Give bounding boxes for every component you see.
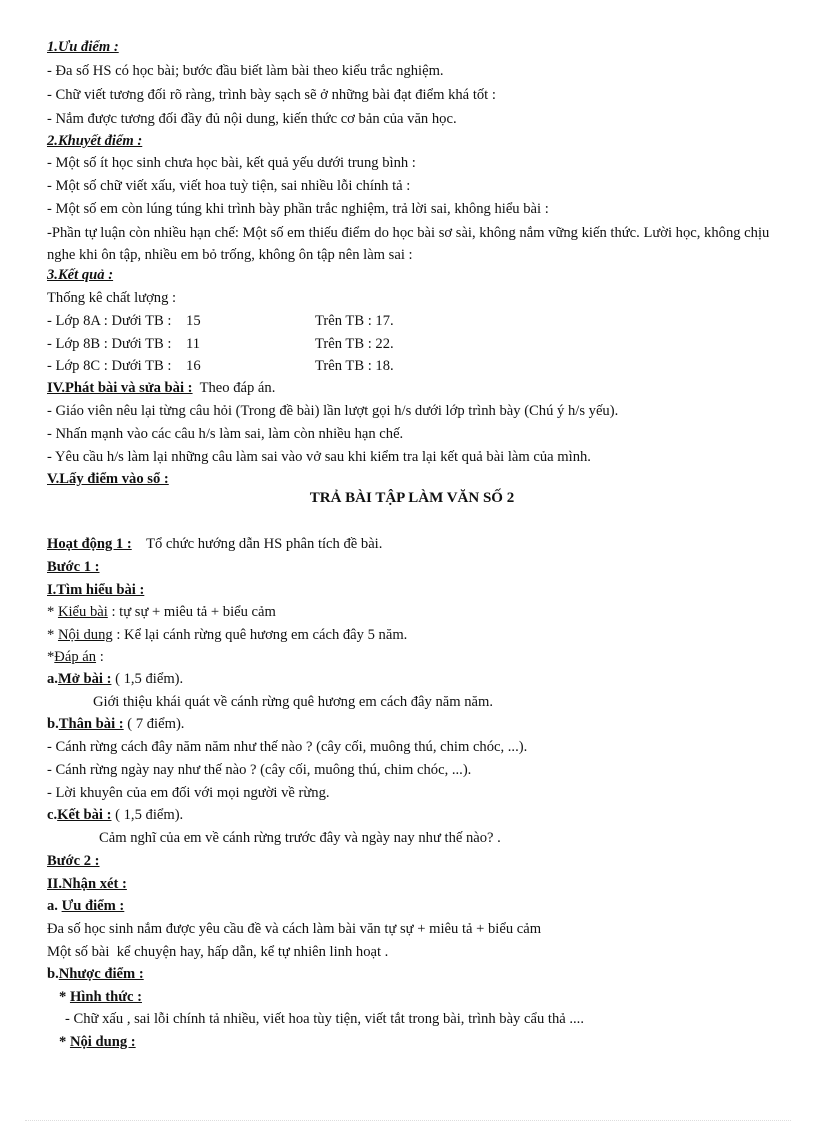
essay-content: * Nội dung : Kể lại cánh rừng quê hương em cách đây 5 năm. [47, 627, 408, 643]
list-item: Đa số học sinh nắm được yêu cầu đề và cách làm bài văn tự sự + miêu tả + biểu cảm [47, 921, 542, 937]
subsection-heading: I.Tìm hiểu bài : [47, 582, 145, 598]
stats-row: - Lớp 8C : Dưới TB : 16 Trên TB : 18. [47, 358, 394, 374]
section-heading-record-scores: V.Lấy điểm vào sổ : [47, 471, 169, 487]
answer-key: *Đáp án : [47, 649, 104, 665]
activity-line: Hoạt động 1 : Tổ chức hướng dẫn HS phân tích đề bài. [47, 536, 383, 552]
step-heading: Bước 2 : [47, 853, 100, 869]
list-item: - Giáo viên nêu lại từng câu hỏi (Trong đề bài) lần lượt gọi h/s dưới lớp trình bày (Chú ý h/s yếu). [47, 403, 619, 419]
essay-type: * Kiểu bài : tự sự + miêu tả + biểu cảm [47, 604, 276, 620]
conclusion-part: c.Kết bài : ( 1,5 điểm). [47, 807, 184, 823]
content-heading: * Nội dung : [59, 1034, 136, 1050]
advantages-heading: a. Ưu điểm : [47, 898, 125, 914]
intro-text: Giới thiệu khái quát về cánh rừng quê hương em cách đây năm năm. [93, 694, 494, 710]
stats-row: - Lớp 8A : Dưới TB : 15 Trên TB : 17. [47, 313, 394, 329]
list-item: - Chữ xấu , sai lỗi chính tả nhiều, viết hoa tùy tiện, viết tắt trong bài, trình bày cẩu thả .... [65, 1011, 584, 1027]
list-item: - Nắm được tương đối đầy đủ nội dung, kiến thức cơ bản của văn học. [47, 111, 457, 127]
body-part: b.Thân bài : ( 7 điểm). [47, 716, 185, 732]
conclusion-text: Cảm nghĩ của em về cánh rừng trước đây và ngày nay như thế nào? . [99, 830, 501, 846]
list-item: - Một số ít học sinh chưa học bài, kết quả yếu dưới trung bình : [47, 155, 416, 171]
list-item: - Yêu cầu h/s làm lại những câu làm sai vào vở sau khi kiểm tra lại kết quả bài làm của mình. [47, 449, 591, 465]
list-item: Một số bài kể chuyện hay, hấp dẫn, kể tự nhiên linh hoạt . [47, 944, 389, 960]
list-item: - Một số chữ viết xấu, viết hoa tuỳ tiện, sai nhiều lỗi chính tả : [47, 178, 411, 194]
list-item: - Một số em còn lúng túng khi trình bày phần trắc nghiệm, trả lời sai, không hiểu bài : [47, 201, 549, 217]
section-heading-advantages: 1.Ưu điểm : [47, 39, 119, 55]
document-title: TRẢ BÀI TẬP LÀM VĂN SỐ 2 [309, 490, 515, 506]
step-heading: Bước 1 : [47, 559, 100, 575]
form-heading: * Hình thức : [59, 989, 142, 1005]
stats-intro: Thống kê chất lượng : [47, 290, 177, 306]
section-heading-results: 3.Kết quả : [47, 267, 114, 283]
intro-part: a.Mở bài : ( 1,5 điểm). [47, 671, 184, 687]
subsection-heading: II.Nhận xét : [47, 876, 127, 892]
list-item: - Chữ viết tương đối rõ ràng, trình bày sạch sẽ ở những bài đạt điểm khá tốt : [47, 87, 496, 103]
list-item: - Lời khuyên của em đối với mọi người về rừng. [47, 785, 330, 801]
page-bottom-border [25, 1120, 791, 1121]
list-item: - Nhấn mạnh vào các câu h/s làm sai, làm còn nhiều hạn chế. [47, 426, 404, 442]
section-heading-disadvantages: 2.Khuyết điểm : [47, 133, 143, 149]
stats-row: - Lớp 8B : Dưới TB : 11 Trên TB : 22. [47, 336, 394, 352]
list-item: - Đa số HS có học bài; bước đầu biết làm bài theo kiểu trắc nghiệm. [47, 63, 444, 79]
weaknesses-heading: b.Nhược điểm : [47, 966, 144, 982]
list-item: - Cánh rừng cách đây năm năm như thế nào ? (cây cối, muông thú, chim chóc, ...). [47, 739, 528, 755]
section-heading-review: IV.Phát bài và sửa bài : Theo đáp án. [47, 380, 276, 396]
list-item: - Cánh rừng ngày nay như thế nào ? (cây cối, muông thú, chim chóc, ...). [47, 762, 472, 778]
list-item: -Phần tự luận còn nhiều hạn chế: Một số em thiếu điểm do học bài sơ sài, không nắm vững kiến thức. Lười học, không chịu nghe khi ôn tập, nhiều em bỏ trống, không ôn tập nên làm sai : [47, 225, 770, 263]
